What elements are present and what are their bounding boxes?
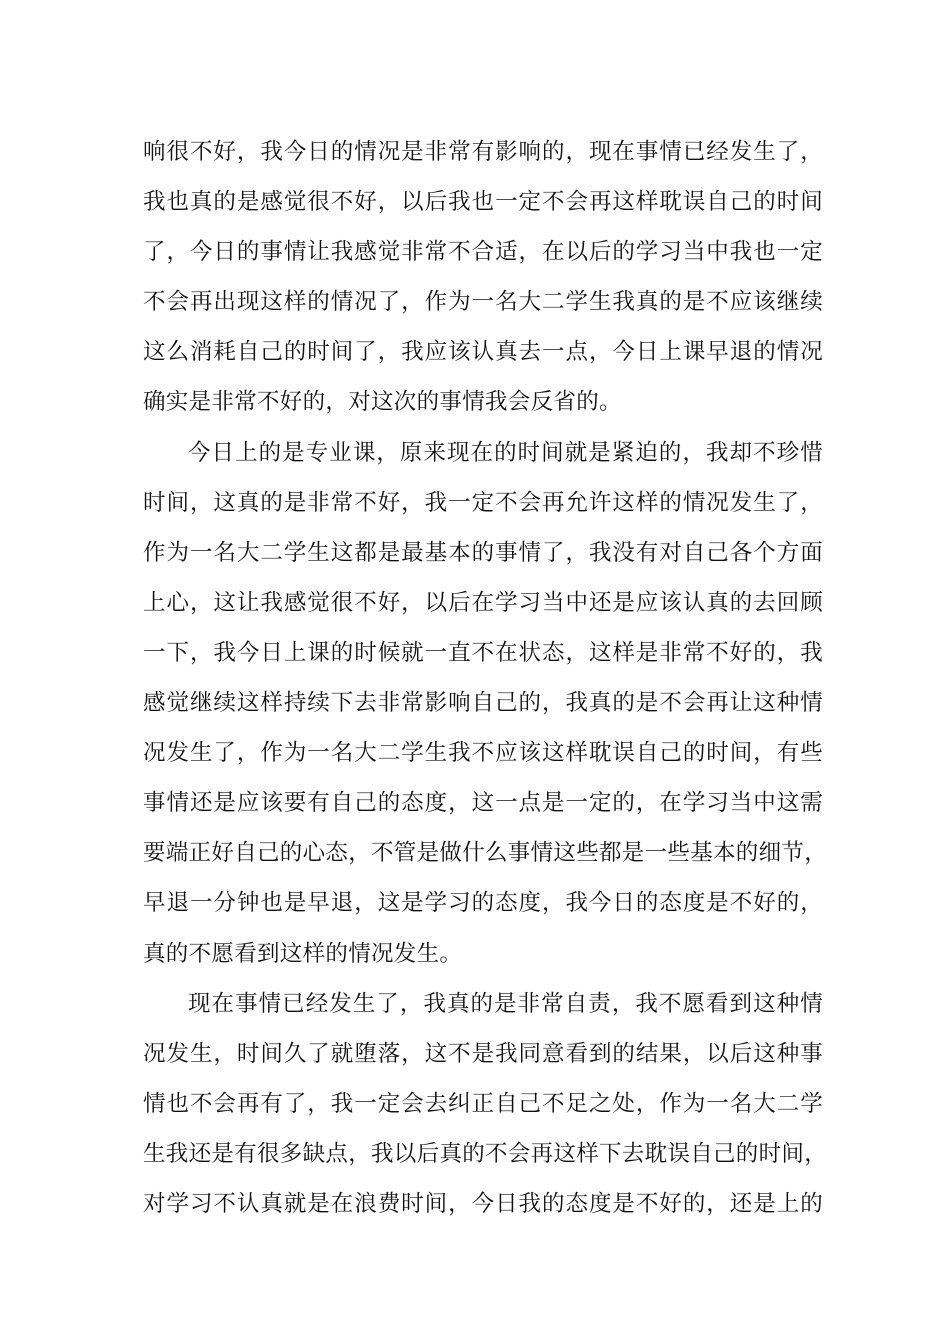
text-line: 况发生，时间久了就堕落，这不是我同意看到的结果，以后这种事 (143, 1040, 823, 1067)
text-line: 现在事情已经发生了，我真的是非常自责，我不愿看到这种情 (188, 990, 823, 1017)
text-line: 上心，这让我感觉很不好，以后在学习当中还是应该认真的去回顾 (143, 589, 823, 616)
text-line: 我也真的是感觉很不好，以后我也一定不会再这样耽误自己的时间 (143, 189, 823, 216)
text-line: 今日上的是专业课，原来现在的时间就是紧迫的，我却不珍惜 (188, 439, 823, 466)
text-line: 要端正好自己的心态，不管是做什么事情这些都是一些基本的细节， (143, 840, 828, 867)
text-line: 确实是非常不好的，对这次的事情我会反省的。 (143, 389, 622, 416)
body-text (143, 127, 828, 1229)
text-line: 早退一分钟也是早退，这是学习的态度，我今日的态度是不好的， (143, 890, 823, 917)
text-line: 对学习不认真就是在浪费时间，今日我的态度是不好的，还是上的 (143, 1190, 823, 1217)
text-line: 这么消耗自己的时间了，我应该认真去一点，今日上课早退的情况 (143, 339, 823, 366)
text-line: 时间，这真的是非常不好，我一定不会再允许这样的情况发生了， (143, 489, 823, 516)
paragraph-2 (143, 428, 828, 979)
paragraph-3 (143, 979, 828, 1229)
text-line: 不会再出现这样的情况了，作为一名大二学生我真的是不应该继续 (143, 289, 823, 316)
text-line: 真的不愿看到这样的情况发生。 (143, 940, 463, 967)
text-line: 况发生了，作为一名大二学生我不应该这样耽误自己的时间，有些 (143, 740, 823, 767)
text-line: 情也不会再有了，我一定会去纠正自己不足之处，作为一名大二学 (143, 1090, 823, 1117)
text-line: 响很不好，我今日的情况是非常有影响的，现在事情已经发生了， (143, 139, 823, 165)
text-line: 作为一名大二学生这都是最基本的事情了，我没有对自己各个方面 (143, 539, 823, 566)
text-line: 了，今日的事情让我感觉非常不合适，在以后的学习当中我也一定 (143, 239, 823, 266)
text-line: 一下，我今日上课的时候就一直不在状态，这样是非常不好的，我 (143, 639, 823, 666)
text-line: 生我还是有很多缺点，我以后真的不会再这样下去耽误自己的时间， (143, 1140, 828, 1167)
text-line: 感觉继续这样持续下去非常影响自己的，我真的是不会再让这种情 (143, 690, 823, 717)
paragraph-1 (143, 127, 823, 428)
text-line: 事情还是应该要有自己的态度，这一点是一定的，在学习当中这需 (143, 790, 823, 817)
